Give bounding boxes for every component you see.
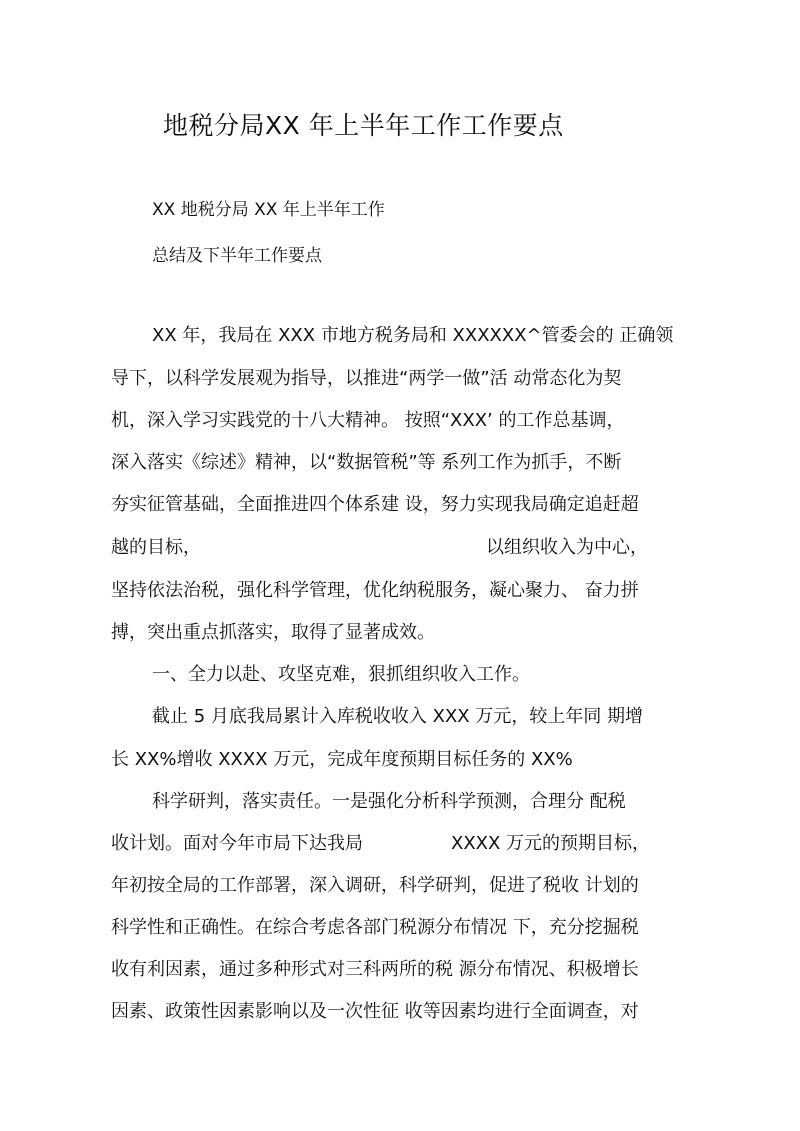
body-line: 机，深入学习实践党的十八大精神。 按照“XXX’ 的工作总基调， bbox=[111, 410, 625, 431]
subtitle-line-1: XX 地税分局 XX 年上半年工作 bbox=[152, 200, 385, 220]
body-line: 夯实征管基础，全面推进四个体系建 设，努力实现我局确定追赶超 bbox=[111, 494, 639, 515]
body-line: 长 XX%增收 XXXX 万元，完成年度预期目标任务的 XX% bbox=[111, 749, 573, 770]
body-line: 科学研判，落实责任。一是强化分析科学预测，合理分 配税 bbox=[152, 791, 626, 812]
body-line: 搏，突出重点抓落实，取得了显著成效。 bbox=[111, 622, 435, 643]
document-title: 地税分局XX 年上半年工作工作要点 bbox=[163, 111, 564, 140]
body-line: 科学性和正确性。在综合考虑各部门税源分布情况 下，充分挖掘税 bbox=[111, 917, 639, 938]
body-line: 截止 5 月底我局累计入库税收收入 XXX 万元，较上年同 期增 bbox=[152, 706, 644, 727]
body-line: 收计划。面对今年市局下达我局 bbox=[111, 833, 363, 854]
body-line: 导下，以科学发展观为指导，以推进“两学一做”活 动常态化为契 bbox=[111, 368, 622, 389]
body-line: XX 年，我局在 XXX 市地方税务局和 XXXXXX^管委会的 正确领 bbox=[152, 325, 674, 346]
body-line: XXXX 万元的预期目标， bbox=[451, 833, 651, 854]
body-line: 越的目标， bbox=[111, 537, 201, 558]
body-line: 以组织收入为中心， bbox=[486, 537, 648, 558]
body-line: 年初按全局的工作部署，深入调研，科学研判，促进了税收 计划的 bbox=[111, 875, 639, 896]
body-line: 收有利因素，通过多种形式对三科两所的税 源分布情况、积极增长 bbox=[111, 959, 639, 980]
body-line: 因素、政策性因素影响以及一次性征 收等因素均进行全面调查，对 bbox=[111, 1001, 639, 1022]
section-heading: 一、全力以赴、攻坚克难，狠抓组织收入工作。 bbox=[152, 664, 530, 685]
subtitle-line-2: 总结及下半年工作要点 bbox=[152, 246, 322, 266]
body-line: 坚持依法治税，强化科学管理，优化纳税服务，凝心聚力、 奋力拼 bbox=[111, 580, 639, 601]
body-line: 深入落实《综述》精神，以“数据管税”等 系列工作为抓手，不断 bbox=[111, 452, 622, 473]
